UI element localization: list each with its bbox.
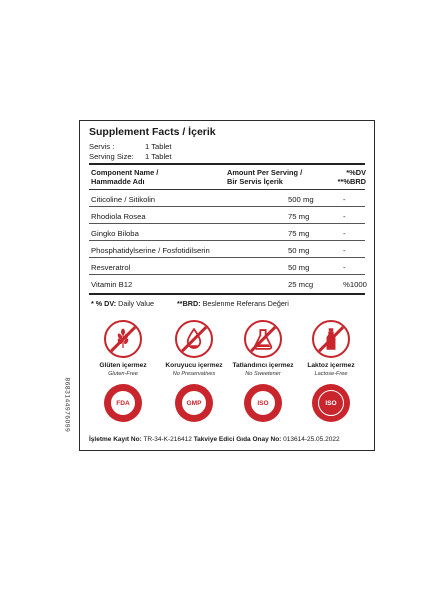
- servis-line: [89, 142, 172, 151]
- row-name: Vitamin B12: [91, 280, 133, 289]
- header-divider: [89, 189, 365, 190]
- registry-value-1: TR-34-K-216412: [143, 436, 192, 443]
- row-amount: 75 mg: [288, 212, 310, 221]
- row-name: Resveratrol: [91, 263, 131, 272]
- brd-footnote: [177, 299, 289, 308]
- barcode: [61, 377, 73, 450]
- row-dv: %1000: [343, 280, 367, 289]
- row-name: Rhodiola Rosea: [91, 212, 146, 221]
- fda-seal-icon: [104, 384, 142, 422]
- registry-line: [89, 436, 340, 443]
- serving-size-value: 1 Tablet: [145, 152, 172, 161]
- dv-footnote: [91, 299, 154, 308]
- row-divider: [89, 257, 365, 258]
- registry-label-1: İşletme Kayıt No:: [89, 436, 142, 443]
- header-dv: [326, 168, 366, 186]
- panel-title: Supplement Facts / İçerik: [89, 126, 216, 138]
- badge-sub: Lactose-Free: [314, 371, 348, 377]
- badge-label: Koruyucu içermez: [165, 362, 223, 369]
- cert-text: GMP: [181, 390, 207, 416]
- thick-divider: [89, 163, 365, 165]
- gmp-seal-icon: [175, 384, 213, 422]
- wheat-icon: [104, 320, 142, 358]
- iso-22000-seal-icon: [312, 384, 350, 422]
- row-amount: 25 mcg: [288, 280, 314, 289]
- flask-glyph: [246, 322, 280, 356]
- dv-footnote-text: Daily Value: [118, 299, 154, 308]
- brd-footnote-text: Beslenme Referans Değeri: [202, 299, 289, 308]
- table-row: [89, 276, 365, 292]
- row-dv: -: [343, 229, 346, 238]
- table-row: [89, 242, 365, 258]
- table-row: [89, 208, 365, 224]
- header-dv-line2: **%BRD: [337, 177, 366, 186]
- thick-divider: [89, 293, 365, 295]
- servis-label: Servis :: [89, 142, 115, 151]
- header-component-en: Component Name /: [91, 168, 159, 177]
- row-dv: -: [343, 212, 346, 221]
- row-divider: [89, 206, 365, 207]
- cert-text: FDA: [110, 390, 136, 416]
- row-name: Gingko Biloba: [91, 229, 139, 238]
- row-divider: [89, 223, 365, 224]
- row-dv: -: [343, 246, 346, 255]
- badge-sub: No Preservatives: [172, 371, 216, 377]
- servis-value: 1 Tablet: [145, 142, 172, 151]
- table-row: [89, 259, 365, 275]
- registry-label-2: Takviye Edici Gıda Onay No:: [193, 436, 282, 443]
- header-dv-line1: *%DV: [346, 168, 366, 177]
- row-amount: 75 mg: [288, 229, 310, 238]
- barcode-number: 8683144976099: [63, 377, 71, 433]
- badge-sub: No Sweetener: [245, 371, 281, 377]
- header-amount: [227, 168, 302, 186]
- row-dv: -: [343, 195, 346, 204]
- table-row: [89, 191, 365, 207]
- badge-sub: Gluten-Free: [108, 371, 138, 377]
- serving-size-label: Serving Size:: [89, 152, 134, 161]
- dv-footnote-key: * % DV:: [91, 299, 117, 308]
- badge-label: Tatlandırıcı içermez: [232, 362, 294, 369]
- serving-size-line: [89, 152, 172, 161]
- row-divider: [89, 274, 365, 275]
- supplement-facts-panel: [79, 120, 375, 451]
- row-name: Phosphatidylserine / Fosfotidilserin: [91, 246, 210, 255]
- row-name: Citicoline / Sitikolin: [91, 195, 156, 204]
- row-amount: 500 mg: [288, 195, 314, 204]
- header-amount-en: Amount Per Serving /: [227, 168, 303, 177]
- row-amount: 50 mg: [288, 263, 310, 272]
- badge-label: Glüten içermez: [99, 362, 147, 369]
- header-component: [91, 168, 158, 186]
- row-divider: [89, 240, 365, 241]
- header-amount-tr: Bir Servis İçerik: [227, 177, 283, 186]
- header-component-tr: Hammadde Adı: [91, 177, 145, 186]
- row-amount: 50 mg: [288, 246, 310, 255]
- flask-icon: [244, 320, 282, 358]
- iso-seal-icon: [244, 384, 282, 422]
- row-dv: -: [343, 263, 346, 272]
- milk-bottle-icon: [312, 320, 350, 358]
- drop-glyph: [177, 322, 211, 356]
- milk-bottle-glyph: [314, 322, 348, 356]
- cert-text: ISO: [318, 390, 344, 416]
- registry-value-2: 013614-25.05.2022: [283, 436, 340, 443]
- brd-footnote-key: **BRD:: [177, 299, 201, 308]
- table-row: [89, 225, 365, 241]
- drop-icon: [175, 320, 213, 358]
- badge-label: Laktoz içermez: [307, 362, 355, 369]
- cert-text: ISO: [250, 390, 276, 416]
- wheat-glyph: [106, 322, 140, 356]
